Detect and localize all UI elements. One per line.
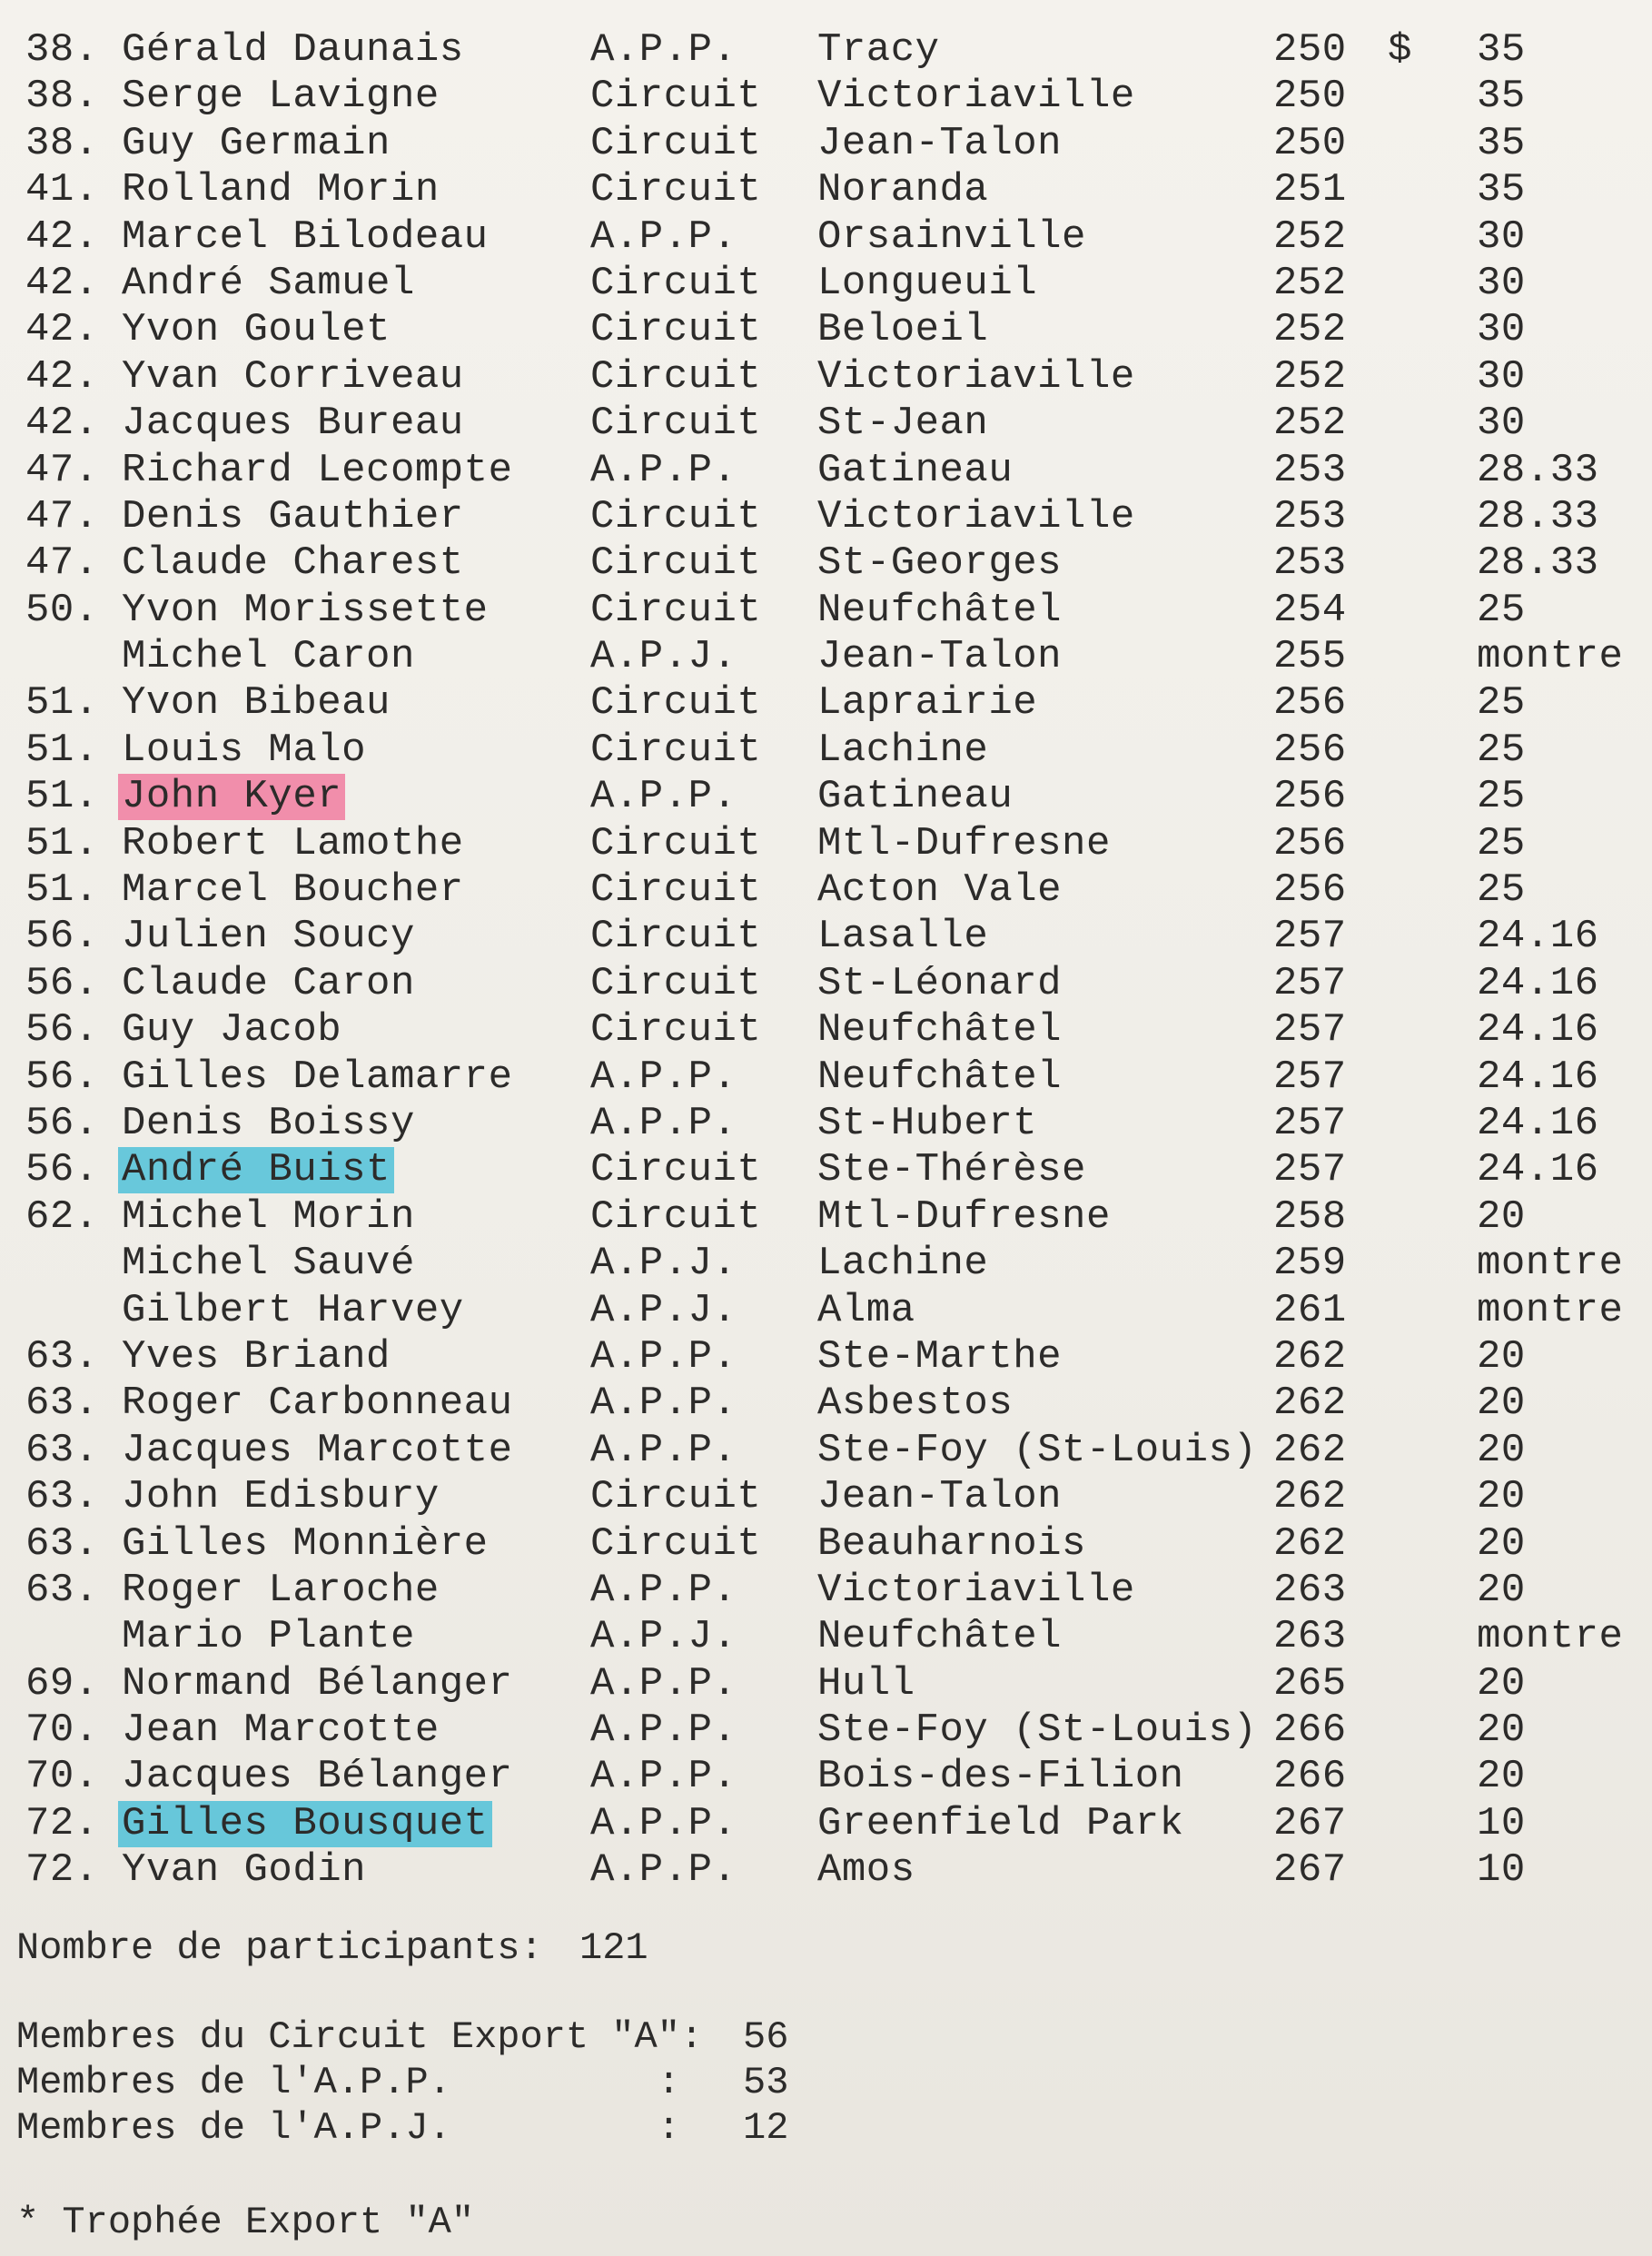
- table-row: [0, 1054, 1652, 1101]
- organization-cell: Circuit: [590, 960, 762, 1006]
- table-row: [0, 727, 1652, 774]
- player-name: Marcel Boucher: [122, 867, 464, 914]
- rank-cell: 63.: [25, 1333, 99, 1380]
- score-cell: 257: [1273, 1054, 1347, 1100]
- prize-cell: 25: [1477, 587, 1526, 633]
- prize-cell: montre: [1477, 1287, 1624, 1333]
- table-row: [0, 1288, 1652, 1334]
- prize-cell: 24.16: [1477, 960, 1599, 1006]
- table-row: [0, 1334, 1652, 1380]
- organization-cell: Circuit: [590, 914, 762, 960]
- player-name: Serge Lavigne: [122, 74, 440, 120]
- player-name: Gilles Bousquet: [118, 1801, 492, 1847]
- rank-cell: 41.: [25, 167, 99, 213]
- club-cell: Victoriaville: [817, 74, 1135, 120]
- organization-cell: Circuit: [590, 74, 762, 120]
- score-cell: 252: [1273, 401, 1347, 447]
- club-cell: Ste-Foy (St-Louis): [817, 1707, 1258, 1754]
- club-cell: Lasalle: [817, 914, 989, 960]
- prize-cell: 35: [1477, 74, 1526, 120]
- table-row: [0, 494, 1652, 540]
- club-cell: Jean-Talon: [817, 1474, 1063, 1520]
- organization-cell: Circuit: [590, 493, 762, 539]
- score-cell: 267: [1273, 1847, 1347, 1894]
- table-row: [0, 1568, 1652, 1614]
- organization-cell: A.P.P.: [590, 1100, 737, 1146]
- table-row: [0, 914, 1652, 960]
- prize-cell: 10: [1477, 1800, 1526, 1846]
- club-cell: Mtl-Dufresne: [817, 1193, 1111, 1240]
- club-cell: St-Hubert: [817, 1100, 1038, 1146]
- player-name: Jacques Bélanger: [122, 1754, 513, 1800]
- table-row: [0, 1521, 1652, 1568]
- prize-cell: 20: [1477, 1427, 1526, 1473]
- prize-cell: 35: [1477, 27, 1526, 73]
- prize-cell: 30: [1477, 401, 1526, 447]
- club-cell: St-Jean: [817, 401, 989, 447]
- score-cell: 262: [1273, 1520, 1347, 1567]
- rank-cell: 56.: [25, 960, 99, 1006]
- table-row: [0, 821, 1652, 867]
- participants-value: 121: [579, 1926, 648, 1970]
- organization-cell: Circuit: [590, 307, 762, 353]
- club-cell: Bois-des-Filion: [817, 1754, 1184, 1800]
- score-cell: 252: [1273, 213, 1347, 260]
- club-cell: Ste-Thérèse: [817, 1147, 1086, 1193]
- club-cell: Ste-Marthe: [817, 1333, 1063, 1380]
- table-row: [0, 448, 1652, 494]
- rank-cell: 50.: [25, 587, 99, 633]
- player-name: Yvon Bibeau: [122, 680, 391, 727]
- rank-cell: 69.: [25, 1660, 99, 1707]
- player-name: Normand Bélanger: [122, 1660, 513, 1707]
- score-cell: 262: [1273, 1427, 1347, 1473]
- table-row: [0, 74, 1652, 120]
- table-row: [0, 1380, 1652, 1427]
- organization-cell: A.P.J.: [590, 634, 737, 680]
- score-cell: 265: [1273, 1660, 1347, 1707]
- organization-cell: Circuit: [590, 260, 762, 306]
- organization-cell: Circuit: [590, 1193, 762, 1240]
- player-name: Roger Carbonneau: [122, 1380, 513, 1427]
- table-row: [0, 1101, 1652, 1147]
- table-row: [0, 121, 1652, 167]
- rank-cell: 63.: [25, 1474, 99, 1520]
- player-name: Rolland Morin: [122, 167, 440, 213]
- club-cell: Noranda: [817, 167, 989, 213]
- club-cell: Lachine: [817, 1241, 989, 1287]
- score-cell: 256: [1273, 680, 1347, 727]
- club-cell: St-Georges: [817, 540, 1063, 587]
- club-cell: Victoriaville: [817, 353, 1135, 400]
- table-row: [0, 307, 1652, 353]
- player-name: Gilles Delamarre: [122, 1054, 513, 1100]
- prize-cell: 24.16: [1477, 1100, 1599, 1146]
- table-row: [0, 1707, 1652, 1754]
- club-cell: St-Léonard: [817, 960, 1063, 1006]
- prize-cell: 25: [1477, 820, 1526, 866]
- table-row: [0, 680, 1652, 727]
- club-cell: Orsainville: [817, 213, 1086, 260]
- prize-cell: montre: [1477, 634, 1624, 680]
- score-cell: 252: [1273, 260, 1347, 306]
- prize-cell: 35: [1477, 120, 1526, 166]
- prize-cell: 20: [1477, 1754, 1526, 1800]
- organization-cell: Circuit: [590, 353, 762, 400]
- club-cell: Neufchâtel: [817, 587, 1063, 633]
- score-cell: 253: [1273, 540, 1347, 587]
- club-cell: Hull: [817, 1660, 915, 1707]
- prize-cell: 28.33: [1477, 493, 1599, 539]
- table-row: [0, 540, 1652, 587]
- rank-cell: 70.: [25, 1707, 99, 1754]
- organization-cell: A.P.J.: [590, 1241, 737, 1287]
- prize-cell: 10: [1477, 1847, 1526, 1894]
- score-cell: 258: [1273, 1193, 1347, 1240]
- score-cell: 253: [1273, 493, 1347, 539]
- dollar-sign: $: [1388, 27, 1412, 73]
- rank-cell: 42.: [25, 260, 99, 306]
- rank-cell: 38.: [25, 120, 99, 166]
- club-cell: Greenfield Park: [817, 1800, 1184, 1846]
- prize-cell: 25: [1477, 774, 1526, 820]
- table-row: [0, 1428, 1652, 1474]
- player-name: Mario Plante: [122, 1614, 415, 1660]
- table-row: [0, 1147, 1652, 1193]
- table-row: [0, 1614, 1652, 1660]
- prize-cell: 28.33: [1477, 447, 1599, 493]
- club-cell: Victoriaville: [817, 493, 1135, 539]
- score-cell: 262: [1273, 1474, 1347, 1520]
- score-cell: 262: [1273, 1380, 1347, 1427]
- organization-cell: Circuit: [590, 1147, 762, 1193]
- rank-cell: 56.: [25, 1147, 99, 1193]
- table-row: [0, 1801, 1652, 1847]
- rank-cell: 62.: [25, 1193, 99, 1240]
- score-cell: 252: [1273, 307, 1347, 353]
- player-name: Yvon Goulet: [122, 307, 391, 353]
- player-name: Yvon Morissette: [122, 587, 489, 633]
- table-row: [0, 1241, 1652, 1287]
- club-cell: Lachine: [817, 727, 989, 773]
- club-cell: Neufchâtel: [817, 1007, 1063, 1054]
- prize-cell: 25: [1477, 680, 1526, 727]
- prize-cell: 28.33: [1477, 540, 1599, 587]
- table-row: [0, 1661, 1652, 1707]
- organization-cell: Circuit: [590, 820, 762, 866]
- club-cell: Acton Vale: [817, 867, 1063, 914]
- score-cell: 266: [1273, 1707, 1347, 1754]
- members-value: 12: [743, 2106, 789, 2150]
- rank-cell: 42.: [25, 213, 99, 260]
- rank-cell: 38.: [25, 74, 99, 120]
- score-cell: 262: [1273, 1333, 1347, 1380]
- organization-cell: Circuit: [590, 167, 762, 213]
- club-cell: Asbestos: [817, 1380, 1014, 1427]
- table-row: [0, 1847, 1652, 1894]
- rank-cell: 56.: [25, 1100, 99, 1146]
- prize-cell: 35: [1477, 167, 1526, 213]
- organization-cell: Circuit: [590, 867, 762, 914]
- player-name: Marcel Bilodeau: [122, 213, 489, 260]
- results-table: [0, 27, 1652, 1895]
- prize-cell: 30: [1477, 353, 1526, 400]
- organization-cell: Circuit: [590, 1520, 762, 1567]
- rank-cell: 47.: [25, 447, 99, 493]
- organization-cell: A.P.P.: [590, 447, 737, 493]
- score-cell: 257: [1273, 1147, 1347, 1193]
- prize-cell: 20: [1477, 1567, 1526, 1613]
- table-row: [0, 261, 1652, 307]
- player-name: Michel Morin: [122, 1193, 415, 1240]
- prize-cell: 30: [1477, 213, 1526, 260]
- score-cell: 256: [1273, 867, 1347, 914]
- score-cell: 257: [1273, 1100, 1347, 1146]
- player-name: Jacques Bureau: [122, 401, 464, 447]
- members-value: 53: [743, 2061, 789, 2104]
- player-name: Yvan Godin: [122, 1847, 367, 1894]
- prize-cell: 24.16: [1477, 914, 1599, 960]
- club-cell: Gatineau: [817, 447, 1014, 493]
- club-cell: Beloeil: [817, 307, 989, 353]
- club-cell: Neufchâtel: [817, 1054, 1063, 1100]
- organization-cell: Circuit: [590, 401, 762, 447]
- organization-cell: A.P.P.: [590, 774, 737, 820]
- rank-cell: 51.: [25, 774, 99, 820]
- rank-cell: 51.: [25, 680, 99, 727]
- table-row: [0, 1754, 1652, 1800]
- organization-cell: Circuit: [590, 540, 762, 587]
- organization-cell: A.P.J.: [590, 1287, 737, 1333]
- player-name: Jacques Marcotte: [122, 1427, 513, 1473]
- club-cell: Beauharnois: [817, 1520, 1086, 1567]
- score-cell: 266: [1273, 1754, 1347, 1800]
- score-cell: 263: [1273, 1567, 1347, 1613]
- prize-cell: 20: [1477, 1474, 1526, 1520]
- prize-cell: 30: [1477, 260, 1526, 306]
- prize-cell: montre: [1477, 1614, 1624, 1660]
- table-row: [0, 867, 1652, 914]
- rank-cell: 63.: [25, 1380, 99, 1427]
- organization-cell: A.P.P.: [590, 1427, 737, 1473]
- members-label: Membres du Circuit Export "A":: [16, 2015, 704, 2059]
- score-cell: 263: [1273, 1614, 1347, 1660]
- organization-cell: Circuit: [590, 1007, 762, 1054]
- player-name: Claude Charest: [122, 540, 464, 587]
- score-cell: 253: [1273, 447, 1347, 493]
- trophy-footnote: * Trophée Export "A": [16, 2201, 475, 2244]
- club-cell: Alma: [817, 1287, 915, 1333]
- rank-cell: 63.: [25, 1567, 99, 1613]
- members-value: 56: [743, 2015, 789, 2059]
- rank-cell: 42.: [25, 307, 99, 353]
- player-name: Gilbert Harvey: [122, 1287, 464, 1333]
- prize-cell: 20: [1477, 1520, 1526, 1567]
- score-cell: 256: [1273, 820, 1347, 866]
- table-row: [0, 634, 1652, 680]
- rank-cell: 42.: [25, 401, 99, 447]
- organization-cell: A.P.P.: [590, 1333, 737, 1380]
- organization-cell: Circuit: [590, 727, 762, 773]
- club-cell: Amos: [817, 1847, 915, 1894]
- rank-cell: 51.: [25, 867, 99, 914]
- organization-cell: Circuit: [590, 587, 762, 633]
- rank-cell: 38.: [25, 27, 99, 73]
- player-name: Denis Boissy: [122, 1100, 415, 1146]
- table-row: [0, 588, 1652, 634]
- player-name: Richard Lecompte: [122, 447, 513, 493]
- organization-cell: A.P.P.: [590, 1380, 737, 1427]
- participants-label: Nombre de participants:: [16, 1926, 543, 1970]
- score-cell: 257: [1273, 914, 1347, 960]
- score-cell: 256: [1273, 774, 1347, 820]
- prize-cell: 20: [1477, 1707, 1526, 1754]
- player-name: Roger Laroche: [122, 1567, 440, 1613]
- prize-cell: montre: [1477, 1241, 1624, 1287]
- prize-cell: 24.16: [1477, 1007, 1599, 1054]
- organization-cell: A.P.P.: [590, 1754, 737, 1800]
- club-cell: Laprairie: [817, 680, 1038, 727]
- club-cell: Mtl-Dufresne: [817, 820, 1111, 866]
- player-name: Denis Gauthier: [122, 493, 464, 539]
- player-name: John Kyer: [118, 774, 345, 820]
- organization-cell: A.P.P.: [590, 1800, 737, 1846]
- player-name: Claude Caron: [122, 960, 415, 1006]
- table-row: [0, 774, 1652, 820]
- player-name: Louis Malo: [122, 727, 367, 773]
- table-row: [0, 214, 1652, 261]
- player-name: Michel Sauvé: [122, 1241, 415, 1287]
- prize-cell: 25: [1477, 867, 1526, 914]
- club-cell: Victoriaville: [817, 1567, 1135, 1613]
- prize-cell: 20: [1477, 1380, 1526, 1427]
- player-name: John Edisbury: [122, 1474, 440, 1520]
- player-name: Yvan Corriveau: [122, 353, 464, 400]
- organization-cell: A.P.P.: [590, 1707, 737, 1754]
- player-name: Robert Lamothe: [122, 820, 464, 866]
- table-row: [0, 1474, 1652, 1520]
- score-cell: 256: [1273, 727, 1347, 773]
- members-label: Membres de l'A.P.J. :: [16, 2106, 680, 2150]
- player-name: Michel Caron: [122, 634, 415, 680]
- organization-cell: Circuit: [590, 1474, 762, 1520]
- prize-cell: 24.16: [1477, 1147, 1599, 1193]
- rank-cell: 42.: [25, 353, 99, 400]
- club-cell: Tracy: [817, 27, 940, 73]
- rank-cell: 63.: [25, 1520, 99, 1567]
- score-cell: 259: [1273, 1241, 1347, 1287]
- player-name: Guy Jacob: [122, 1007, 342, 1054]
- club-cell: Neufchâtel: [817, 1614, 1063, 1660]
- score-cell: 257: [1273, 1007, 1347, 1054]
- score-cell: 267: [1273, 1800, 1347, 1846]
- score-cell: 250: [1273, 27, 1347, 73]
- rank-cell: 56.: [25, 1007, 99, 1054]
- members-label: Membres de l'A.P.P. :: [16, 2061, 680, 2104]
- score-cell: 254: [1273, 587, 1347, 633]
- score-cell: 261: [1273, 1287, 1347, 1333]
- rank-cell: 63.: [25, 1427, 99, 1473]
- organization-cell: A.P.P.: [590, 1660, 737, 1707]
- organization-cell: A.P.P.: [590, 27, 737, 73]
- organization-cell: Circuit: [590, 680, 762, 727]
- prize-cell: 25: [1477, 727, 1526, 773]
- organization-cell: Circuit: [590, 120, 762, 166]
- player-name: André Buist: [118, 1147, 394, 1193]
- organization-cell: A.P.P.: [590, 1847, 737, 1894]
- player-name: Guy Germain: [122, 120, 391, 166]
- player-name: André Samuel: [122, 260, 415, 306]
- score-cell: 257: [1273, 960, 1347, 1006]
- prize-cell: 30: [1477, 307, 1526, 353]
- organization-cell: A.P.P.: [590, 1054, 737, 1100]
- rank-cell: 51.: [25, 727, 99, 773]
- table-row: [0, 401, 1652, 447]
- score-cell: 252: [1273, 353, 1347, 400]
- prize-cell: 24.16: [1477, 1054, 1599, 1100]
- rank-cell: 72.: [25, 1800, 99, 1846]
- club-cell: Jean-Talon: [817, 634, 1063, 680]
- table-row: [0, 1194, 1652, 1241]
- player-name: Gilles Monnière: [122, 1520, 489, 1567]
- rank-cell: 47.: [25, 540, 99, 587]
- player-name: Julien Soucy: [122, 914, 415, 960]
- player-name: Jean Marcotte: [122, 1707, 440, 1754]
- rank-cell: 56.: [25, 1054, 99, 1100]
- score-cell: 255: [1273, 634, 1347, 680]
- player-name: Gérald Daunais: [122, 27, 464, 73]
- prize-cell: 20: [1477, 1193, 1526, 1240]
- player-name: Yves Briand: [122, 1333, 391, 1380]
- score-cell: 250: [1273, 74, 1347, 120]
- table-row: [0, 961, 1652, 1007]
- club-cell: Ste-Foy (St-Louis): [817, 1427, 1258, 1473]
- table-row: [0, 354, 1652, 401]
- rank-cell: 47.: [25, 493, 99, 539]
- score-cell: 250: [1273, 120, 1347, 166]
- club-cell: Gatineau: [817, 774, 1014, 820]
- rank-cell: 70.: [25, 1754, 99, 1800]
- rank-cell: 51.: [25, 820, 99, 866]
- club-cell: Longueuil: [817, 260, 1038, 306]
- rank-cell: 56.: [25, 914, 99, 960]
- table-row: [0, 27, 1652, 74]
- table-row: [0, 1007, 1652, 1054]
- club-cell: Jean-Talon: [817, 120, 1063, 166]
- organization-cell: A.P.P.: [590, 1567, 737, 1613]
- score-cell: 251: [1273, 167, 1347, 213]
- organization-cell: A.P.P.: [590, 213, 737, 260]
- table-row: [0, 167, 1652, 213]
- organization-cell: A.P.J.: [590, 1614, 737, 1660]
- prize-cell: 20: [1477, 1333, 1526, 1380]
- prize-cell: 20: [1477, 1660, 1526, 1707]
- rank-cell: 72.: [25, 1847, 99, 1894]
